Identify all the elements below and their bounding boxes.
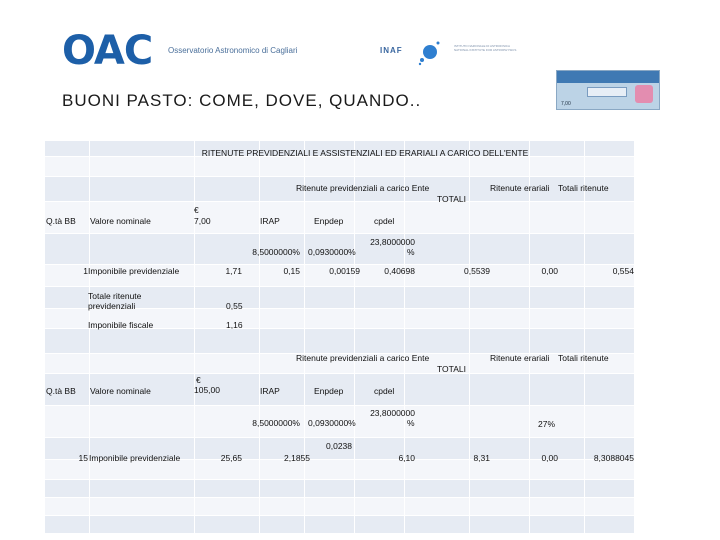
header-totali-ritenute: Totali ritenute xyxy=(558,183,609,193)
header-ritenute-previdenziali: Ritenute previdenziali a carico Ente xyxy=(296,183,430,193)
enpdep-label-2: Enpdep xyxy=(314,386,344,396)
erariali-rate-2: 27% xyxy=(538,419,556,429)
table-caption: RITENUTE PREVIDENZIALI E ASSISTENZIALI ED ERARIALI A CARICO DELL'ENTE xyxy=(201,148,529,158)
irap-label-2: IRAP xyxy=(260,386,280,396)
irap-rate-2: 8,5000000% xyxy=(252,418,300,428)
header-totali-ritenute-2: Totali ritenute xyxy=(558,353,609,363)
cpdel-value-2: 6,10 xyxy=(398,453,415,463)
calculation-table xyxy=(44,140,635,534)
cpdel-rate-2: 23,8000000 xyxy=(370,408,415,418)
qta-bb-label: Q.tà BB xyxy=(46,216,76,226)
oac-logo-name: Osservatorio Astronomico di Cagliari xyxy=(168,46,298,55)
totale-ritenute-label-line1: Totale ritenute xyxy=(88,291,142,301)
euro-sign-2: € xyxy=(196,375,201,385)
imponibile-fiscale-label: Imponibile fiscale xyxy=(88,320,154,330)
totale-ritenute-label-line2: previdenziali xyxy=(88,301,136,311)
enpdep-value: 0,00159 xyxy=(329,266,360,276)
row-qta: 1 xyxy=(83,266,88,276)
euro-sign: € xyxy=(194,205,199,215)
irap-value-2: 2,1855 xyxy=(284,453,310,463)
totali-value: 0,5539 xyxy=(464,266,490,276)
valore-nominale-label: Valore nominale xyxy=(90,216,151,226)
voucher-number: 7,00 xyxy=(561,101,571,107)
meal-voucher-image xyxy=(556,70,660,110)
header-totali-2: TOTALI xyxy=(437,364,466,374)
inaf-logo-subtitle: ISTITUTO NAZIONALE DI ASTROFISICA NATIONAL INSTITUTE FOR ASTROPHYSICS xyxy=(454,44,517,52)
inaf-dots-icon xyxy=(416,40,442,66)
header-ritenute-erariali-2: Ritenute erariali xyxy=(490,353,550,363)
totali-ritenute-value-2: 8,3088045 xyxy=(593,453,634,463)
totale-ritenute-value: 0,55 xyxy=(226,301,243,311)
header-ritenute-previdenziali-2: Ritenute previdenziali a carico Ente xyxy=(296,353,430,363)
totali-value-2: 8,31 xyxy=(473,453,490,463)
valore-nominale-value: 7,00 xyxy=(194,216,211,226)
cpdel-rate: 23,8000000 xyxy=(370,237,415,247)
oac-logo xyxy=(62,28,322,74)
imponibile-fiscale-value: 1,16 xyxy=(226,320,243,330)
enpdep-value-2: 0,0238 xyxy=(326,441,352,451)
enpdep-rate-2: 0,0930000% xyxy=(308,418,356,428)
irap-label: IRAP xyxy=(260,216,280,226)
inaf-logo xyxy=(380,40,540,70)
cpdel-label-2: cpdel xyxy=(374,386,395,396)
enpdep-rate: 0,0930000% xyxy=(308,247,356,257)
cpdel-rate-percent: % xyxy=(407,247,415,257)
irap-rate: 8,5000000% xyxy=(252,247,300,257)
row-qta-2: 15 xyxy=(78,453,88,463)
cpdel-value: 0,40698 xyxy=(384,266,415,276)
imponibile-previdenziale-value-2: 25,65 xyxy=(220,453,242,463)
enpdep-label: Enpdep xyxy=(314,216,344,226)
header-totali: TOTALI xyxy=(437,194,466,204)
imponibile-previdenziale-label-2: Imponibile previdenziale xyxy=(89,453,181,463)
oac-logo-mark: OAC xyxy=(62,28,153,74)
page-title: BUONI PASTO: COME, DOVE, QUANDO.. xyxy=(62,91,422,110)
inaf-logo-text: INAF xyxy=(380,46,403,55)
imponibile-previdenziale-value: 1,71 xyxy=(225,266,242,276)
valore-nominale-value-2: 105,00 xyxy=(194,385,220,395)
irap-value: 0,15 xyxy=(283,266,300,276)
cpdel-label: cpdel xyxy=(374,216,395,226)
erariali-value: 0,00 xyxy=(541,266,558,276)
erariali-value-2: 0,00 xyxy=(541,453,558,463)
totali-ritenute-value: 0,554 xyxy=(612,266,634,276)
imponibile-previdenziale-label: Imponibile previdenziale xyxy=(88,266,180,276)
valore-nominale-label-2: Valore nominale xyxy=(90,386,151,396)
qta-bb-label-2: Q.tà BB xyxy=(46,386,76,396)
cpdel-rate-percent-2: % xyxy=(407,418,415,428)
header-ritenute-erariali: Ritenute erariali xyxy=(490,183,550,193)
